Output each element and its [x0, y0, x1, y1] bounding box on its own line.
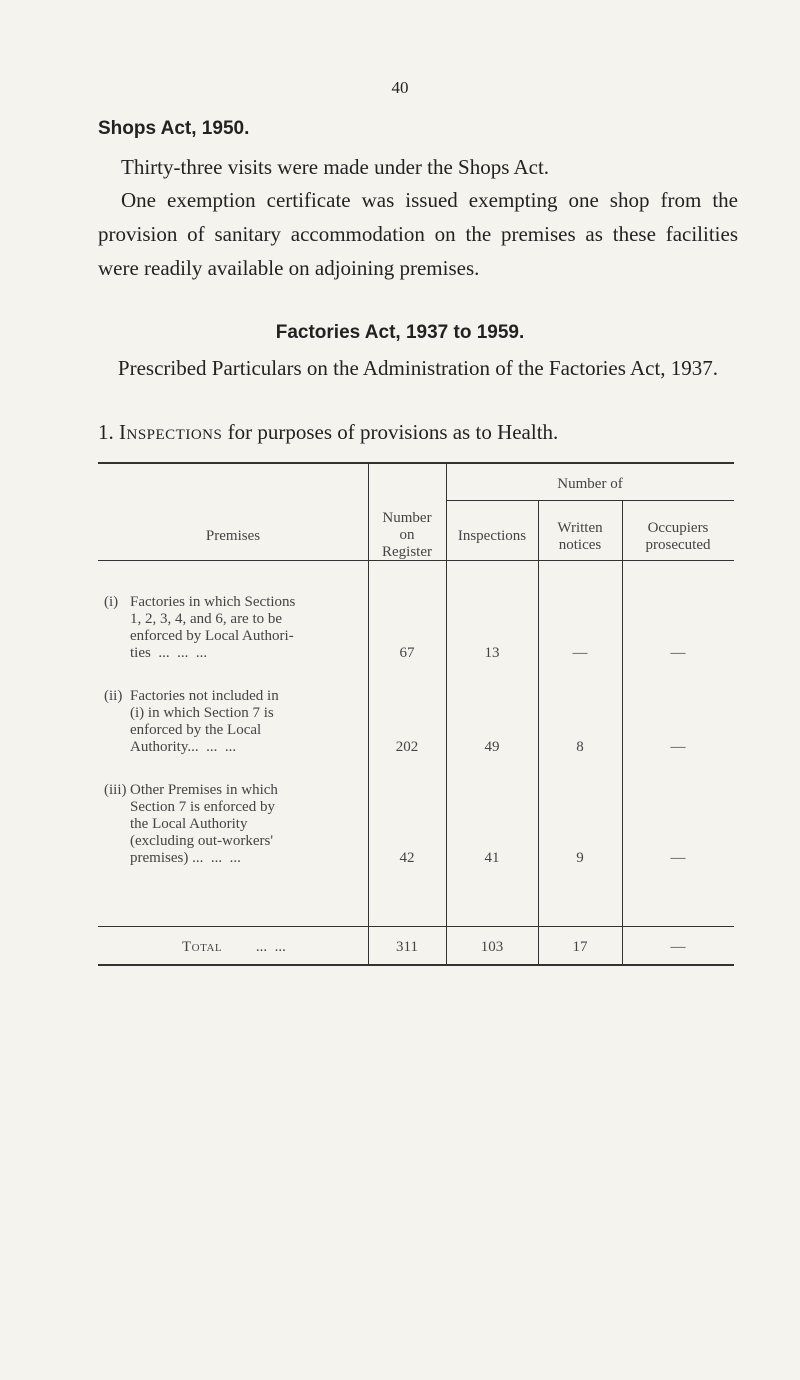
row-3-description: Other Premises in which Section 7 is enforced by the Local Authority (excluding out-workers' premises) ... ... ...	[130, 782, 278, 866]
header-number-of: Number of	[557, 476, 623, 492]
row-2-label: (ii)	[104, 688, 123, 704]
section-title-smallcaps: Inspections	[119, 420, 223, 444]
table-top-rule	[98, 462, 734, 464]
factories-act-heading: Factories Act, 1937 to 1959.	[275, 322, 525, 343]
row-2-register: 202	[395, 739, 419, 755]
total-inspections: 103	[480, 939, 504, 955]
total-top-rule	[98, 926, 734, 927]
section-number: 1.	[98, 420, 114, 444]
row-1-description: Factories in which Sections 1, 2, 3, 4, and 6, are to be enforced by Local Authori- ties ... ... ...	[130, 594, 296, 661]
header-number-on-register: Number on Register	[382, 510, 432, 560]
total-prosecuted: —	[670, 939, 686, 955]
row-2-written: 8	[576, 739, 584, 755]
number-of-underline	[446, 500, 734, 501]
header-occupiers-prosecuted: Occupiers prosecuted	[645, 520, 711, 553]
header-inspections: Inspections	[457, 528, 527, 544]
row-3-inspections: 41	[484, 850, 500, 866]
shops-act-heading: Shops Act, 1950.	[98, 118, 250, 139]
shops-paragraph-2: One exemption certificate was issued exempting one shop from the provision of sanitary accommodation on the premises as these facilities were readily available on adjoining premises.	[98, 188, 738, 280]
total-register: 311	[396, 939, 418, 955]
col-rule-written	[538, 500, 539, 964]
section-title-rest: for purposes of provisions as to Health.	[227, 420, 559, 444]
inspections-section-heading	[98, 420, 758, 445]
row-1-inspections: 13	[484, 645, 500, 661]
row-3-written: 9	[576, 850, 584, 866]
row-2-prosecuted: —	[670, 739, 686, 755]
total-label: Total ... ...	[182, 939, 286, 955]
inspections-table	[98, 462, 734, 1042]
row-3-label: (iii)	[104, 782, 127, 798]
shops-paragraph-1: Thirty-three visits were made under the Shops Act.	[121, 155, 550, 179]
row-2-inspections: 49	[484, 739, 500, 755]
page-number: 40	[391, 78, 409, 97]
header-written-notices: Written notices	[557, 520, 603, 553]
header-premises: Premises	[205, 528, 261, 544]
col-rule-occupiers	[622, 500, 623, 964]
row-3-register: 42	[399, 850, 415, 866]
prescribed-particulars-title: Prescribed Particulars on the Administration of the Factories Act, 1937.	[117, 356, 719, 380]
row-1-written: —	[572, 645, 588, 661]
row-1-register: 67	[399, 645, 415, 661]
row-3-prosecuted: —	[670, 850, 686, 866]
table-bottom-rule	[98, 964, 734, 966]
row-1-label: (i)	[104, 594, 119, 610]
row-2-description: Factories not included in (i) in which Section 7 is enforced by the Local Authority... ... ...	[130, 688, 279, 755]
row-1-prosecuted: —	[670, 645, 686, 661]
total-written: 17	[572, 939, 588, 955]
